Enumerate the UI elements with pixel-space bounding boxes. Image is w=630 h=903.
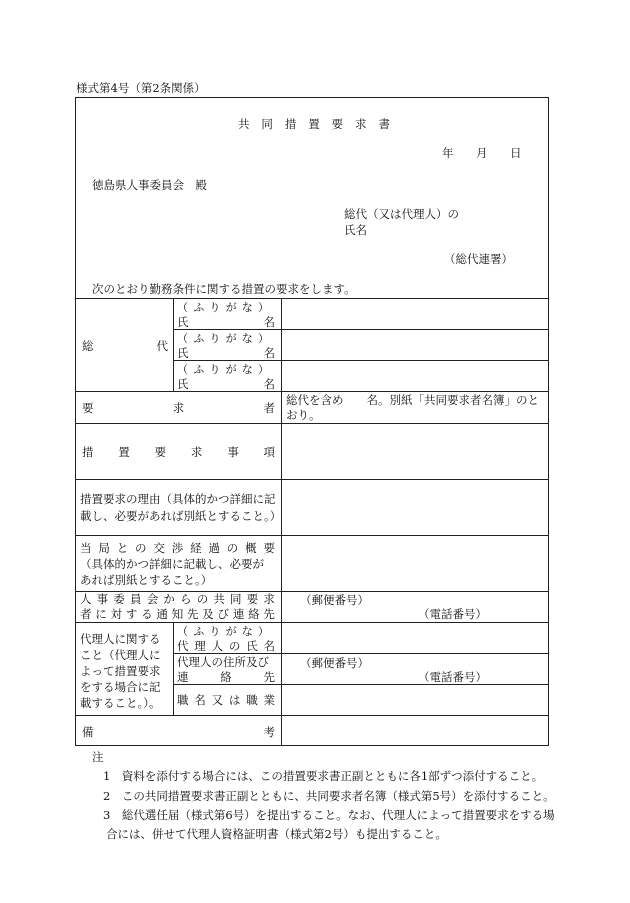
divider [75,423,549,424]
name-label: 氏 名 [177,346,275,360]
agent-address-label-2: 連 絡 先 [177,670,275,684]
joint-signature-label: （総代連署） [444,252,513,266]
name-label: 氏 名 [177,315,275,329]
agent-label-2: こと（代理人に [80,648,161,662]
measures-label: 措 置 要 求 事 項 [82,445,275,459]
furigana-label: （ ふ り が な ） [177,363,269,376]
intro-text: 次のとおり勤務条件に関する措置の要求をします。 [92,282,356,296]
form-title: 共 同 措 置 要 求 書 [238,117,390,131]
column-divider [173,622,174,715]
furigana-label: （ ふ り が な ） [177,332,269,345]
negotiation-label-2: （具体的かつ詳細に記載し、必要が [80,557,264,571]
agent-postal-code-label: （郵便番号） [300,656,369,670]
occupation-label: 職 名 又 は 職 業 [177,693,275,707]
agent-label-4: をする場合に記 [80,680,161,694]
note-1: 1 資料を添付する場合には、この措置要求書正副とともに各1部ずつ添付すること。 [103,769,544,783]
phone-number-label: （電話番号） [418,607,487,621]
postal-code-label: （郵便番号） [300,593,369,607]
requester-value-1: 総代を含め 名。別紙「共同要求者名簿」のと [286,393,539,407]
furigana-label: （ ふ り が な ） [177,301,269,314]
notify-label-1: 人 事 委 員 会 か ら の 共 同 要 求 [80,592,275,606]
addressee: 徳島県人事委員会 殿 [92,178,207,192]
requester-label: 要 求 者 [82,401,275,415]
sodai-label: 総 代 [82,339,168,353]
representative-name-label: 氏名 [344,223,367,237]
divider [75,479,549,480]
note-3-line-2: 合には、併せて代理人資格証明書（様式第2号）も提出すること。 [106,827,447,841]
form-number-label: 様式第4号（第2条関係） [76,81,206,95]
furigana-label: （ ふ り が な ） [177,625,269,638]
agent-label-3: よって措置要求 [80,664,161,678]
date-month: 月 [476,146,488,160]
agent-phone-number-label: （電話番号） [418,670,487,684]
notes-heading: 注 [92,750,104,764]
agent-name-label: 代 理 人 の 氏 名 [177,639,275,653]
negotiation-label-1: 当 局 と の 交 渉 経 過 の 概 要 [80,541,275,555]
divider [75,715,549,716]
agent-address-label-1: 代理人の住所及び [177,655,269,669]
requester-value-2: おり。 [286,408,321,422]
divider [75,535,549,536]
name-label: 氏 名 [177,377,275,391]
note-2: 2 この共同措置要求書正副とともに、共同要求者名簿（様式第5号）を添付すること。 [103,789,555,803]
negotiation-label-3: あれば別紙とすること。） [80,573,213,587]
reason-label-2: 載し、必要があれば別紙とすること。） [80,509,282,523]
agent-label-1: 代理人に関する [80,632,161,646]
table-top-line [75,298,549,299]
note-3-line-1: 3 総代選任届（様式第6号）を提出すること。なお、代理人によって措置要求をする場 [103,808,555,822]
date-year: 年 [442,146,454,160]
reason-label-1: 措置要求の理由（具体的かつ詳細に記 [80,492,276,506]
agent-label-5: 載すること。）。 [80,696,161,710]
date-day: 日 [510,146,522,160]
remarks-label: 備 考 [82,725,275,739]
divider [75,622,549,623]
notify-label-2: 者 に 対 す る 通 知 先 及 び 連 絡 先 [80,607,275,621]
representative-label: 総代（又は代理人）の [344,207,459,221]
column-divider [173,298,174,391]
